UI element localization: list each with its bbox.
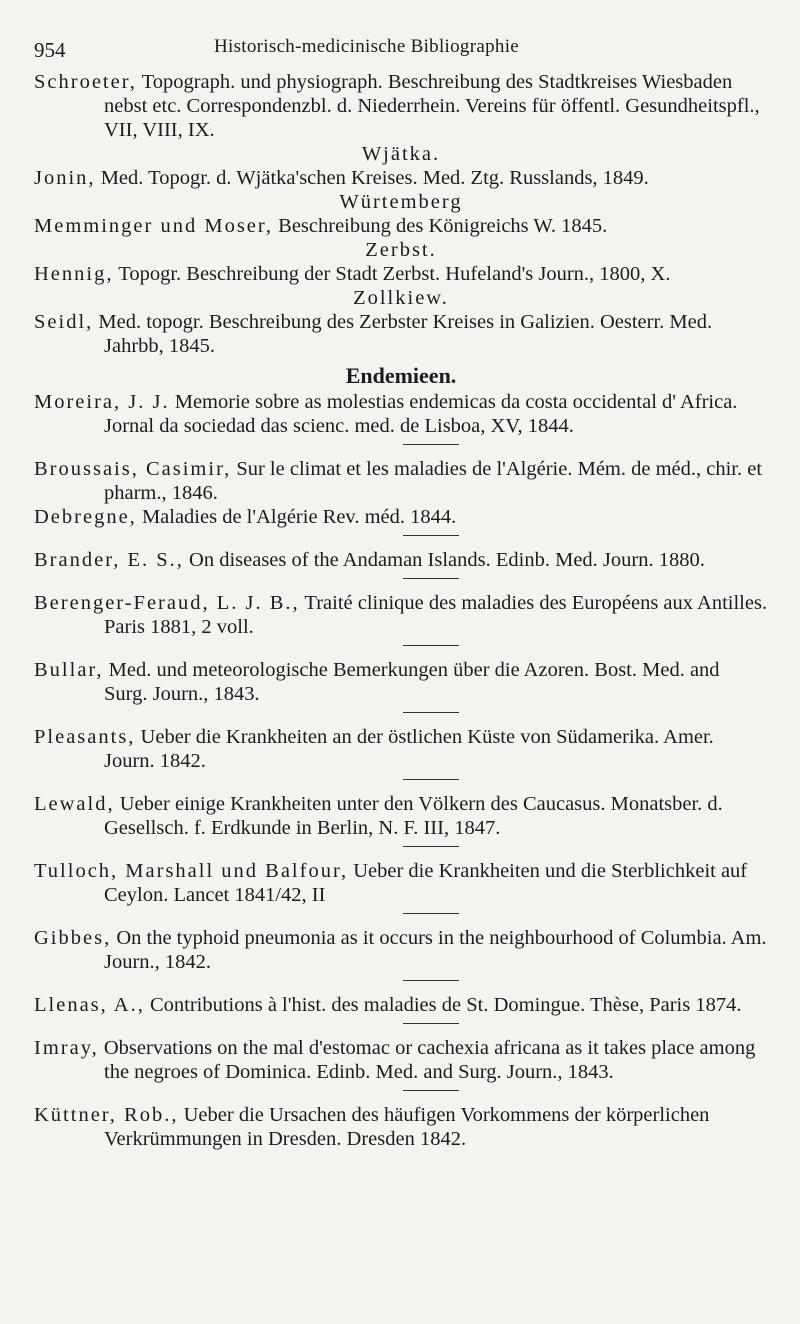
bibliography-entry <box>34 310 768 358</box>
bibliography-entry <box>34 390 768 438</box>
entry-separator <box>403 578 459 579</box>
entry-author: Gibbes, <box>34 927 112 949</box>
entry-citation: Med. und meteorologische Bemerkungen über die Azoren. Bost. Med. and Surg. Journ., 1843. <box>103 659 720 705</box>
bibliography-entry <box>34 548 768 572</box>
bibliography-entry <box>34 457 768 505</box>
entry-citation: Traité clinique des maladies des Européens aux Antilles. Paris 1881, 2 voll. <box>104 592 768 638</box>
bibliography-entry <box>34 262 768 286</box>
entry-citation: Ueber die Ursachen des häufigen Vorkommens der körperlichen Verkrümmungen in Dresden. Dresden 1842. <box>104 1104 710 1150</box>
entry-author: Küttner, Rob., <box>34 1104 179 1126</box>
entry-separator <box>403 444 459 445</box>
bibliography-entry <box>34 1103 768 1151</box>
bibliography-entry <box>34 993 768 1017</box>
entry-citation: Ueber einige Krankheiten unter den Völkern des Caucasus. Monatsber. d. Gesellsch. f. Erdkunde in Berlin, N. F. III, 1847. <box>104 793 723 839</box>
entry-citation: Sur le climat et les maladies de l'Algérie. Mém. de méd., chir. et pharm., 1846. <box>104 458 763 504</box>
entry-citation: Beschreibung des Königreichs W. 1845. <box>273 215 608 237</box>
entry-citation: On the typhoid pneumonia as it occurs in the neighbourhood of Columbia. Am. Journ., 1842. <box>104 927 767 973</box>
entry-author: Brander, E. S., <box>34 549 184 571</box>
bibliography-entry <box>34 658 768 706</box>
entry-author: Moreira, J. J. <box>34 391 170 413</box>
entry-author: Hennig, <box>34 263 114 285</box>
entry-separator <box>403 1090 459 1091</box>
bibliography-entry <box>34 505 768 529</box>
entry-author: Berenger-Feraud, L. J. B., <box>34 592 300 614</box>
entry-author: Broussais, Casimir, <box>34 458 232 480</box>
entry-citation: Memorie sobre as molestias endemicas da costa occidental d' Africa. Jornal da sociedad das scienc. med. de Lisboa, XV, 1844. <box>104 391 738 437</box>
bibliography-entry <box>34 70 768 142</box>
entry-citation: Med. topogr. Beschreibung des Zerbster Kreises in Galizien. Oesterr. Med. Jahrbb, 1845. <box>93 311 713 357</box>
entry-separator <box>403 535 459 536</box>
entry-citation: Med. Topogr. d. Wjätka'schen Kreises. Med. Ztg. Russlands, 1849. <box>95 167 649 189</box>
entry-author: Lewald, <box>34 793 115 815</box>
place-heading: Würtemberg <box>339 191 463 213</box>
place-heading: Zollkiew. <box>353 287 449 309</box>
entry-separator <box>403 846 459 847</box>
place-heading: Wjätka. <box>361 143 441 165</box>
entry-citation: Topogr. Beschreibung der Stadt Zerbst. Hufeland's Journ., 1800, X. <box>113 263 671 285</box>
entry-author: Bullar, <box>34 659 104 681</box>
entry-author: Llenas, A., <box>34 994 145 1016</box>
entry-author: Jonin, <box>34 167 96 189</box>
entry-separator <box>403 913 459 914</box>
entry-separator <box>403 1023 459 1024</box>
entry-separator <box>403 645 459 646</box>
entry-separator <box>403 980 459 981</box>
entry-author: Seidl, <box>34 311 94 333</box>
entry-citation: Ueber die Krankheiten an der östlichen Küste von Südamerika. Amer. Journ. 1842. <box>104 726 714 772</box>
entry-author: Imray, <box>34 1037 99 1059</box>
bibliography-entry <box>34 725 768 773</box>
bibliography-entry <box>34 1036 768 1084</box>
entry-citation: On diseases of the Andaman Islands. Edinb. Med. Journ. 1880. <box>183 549 705 571</box>
bibliography-entry <box>34 859 768 907</box>
bibliography-entry <box>34 926 768 974</box>
entry-author: Tulloch, Marshall und Balfour, <box>34 860 349 882</box>
bibliography-entry <box>34 792 768 840</box>
entry-author: Schroeter, <box>34 71 137 93</box>
entry-citation: Maladies de l'Algérie Rev. méd. 1844. <box>136 506 457 528</box>
bibliography-content <box>34 70 768 1151</box>
bibliography-entry <box>34 214 768 238</box>
entry-citation: Contributions à l'hist. des maladies de St. Domingue. Thèse, Paris 1874. <box>144 994 742 1016</box>
place-heading: Zerbst. <box>365 239 437 261</box>
entry-citation: Observations on the mal d'estomac or cachexia africana as it takes place among the negroes of Dominica. Edinb. Med. and Surg. Journ., 1843. <box>98 1037 756 1083</box>
entry-author: Memminger und Moser, <box>34 215 274 237</box>
running-title: Historisch-medicinische Bibliographie <box>214 36 520 57</box>
bibliography-entry <box>34 166 768 190</box>
page-number: 954 <box>34 38 66 62</box>
entry-separator <box>403 779 459 780</box>
entry-citation: Ueber die Krankheiten und die Sterblichkeit auf Ceylon. Lancet 1841/42, II <box>104 860 748 906</box>
entry-citation: Topograph. und physiograph. Beschreibung des Stadtkreises Wiesbaden nebst etc. Correspondenzbl. d. Niederrhein. Vereins für öffentl. Gesundheitspfl., VII, VIII, IX. <box>104 71 760 141</box>
entry-separator <box>403 712 459 713</box>
running-head <box>34 30 768 70</box>
entry-author: Pleasants, <box>34 726 136 748</box>
bibliography-entry <box>34 591 768 639</box>
section-heading: Endemieen. <box>345 363 457 388</box>
entry-author: Debregne, <box>34 506 137 528</box>
